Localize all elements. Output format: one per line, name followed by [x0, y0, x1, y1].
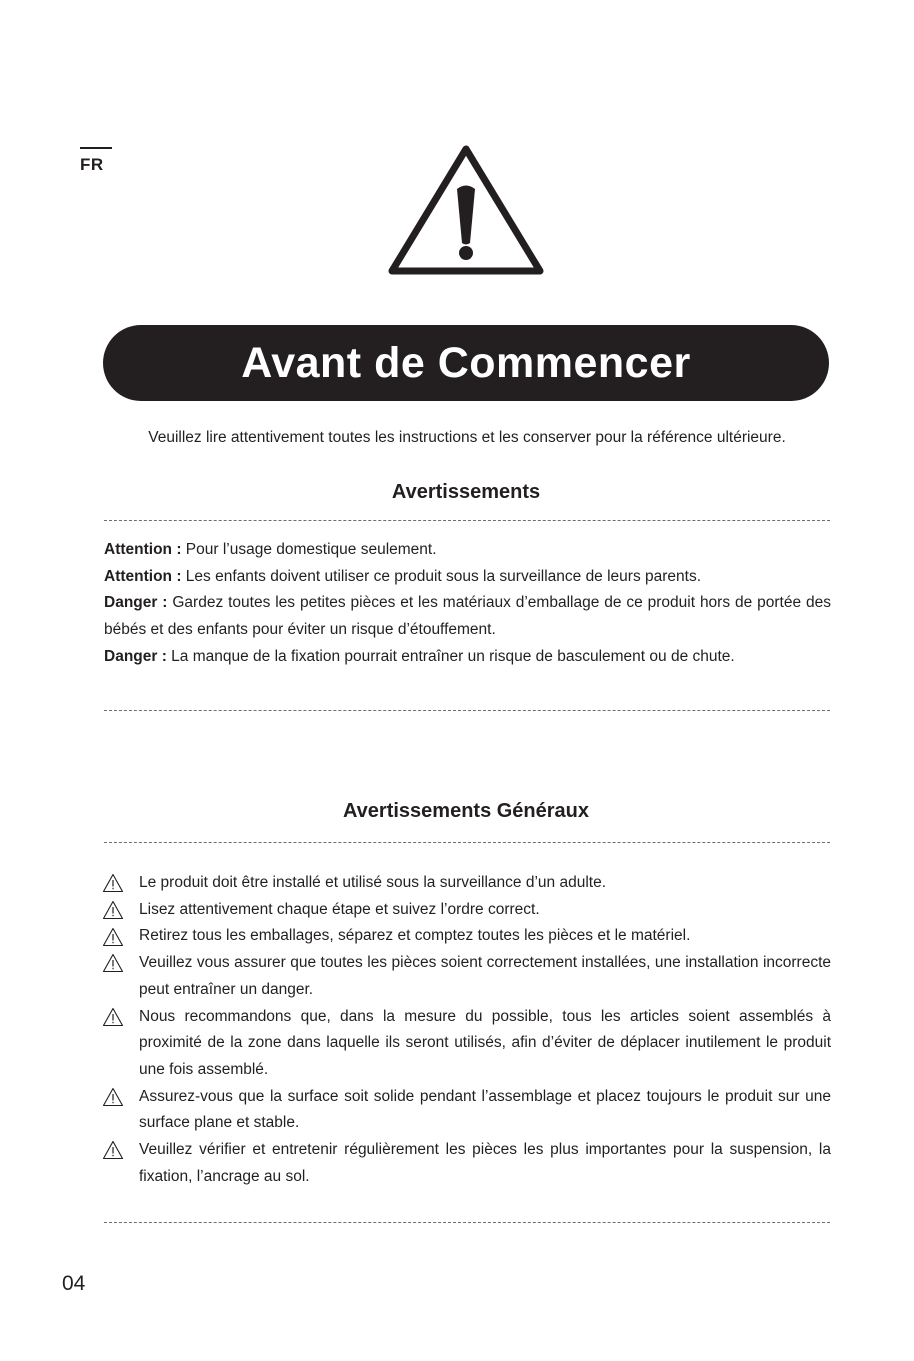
general-warning-item [102, 923, 831, 950]
warning-triangle-icon [388, 145, 544, 275]
general-warning-item [102, 950, 831, 1003]
intro-text: Veuillez lire attentivement toutes les instructions et les conserver pour la référence ultérieure. [148, 429, 786, 446]
warning-icon [102, 897, 139, 924]
general-warning-item [102, 1084, 831, 1137]
warning-item [104, 564, 831, 591]
warning-text: Gardez toutes les petites pièces et les matériaux d’emballage de ce produit hors de portée des bébés et des enfants pour éviter un risque d’étouffement. [104, 594, 831, 639]
warning-icon [102, 950, 139, 977]
language-tag: FR [80, 147, 112, 175]
divider [104, 520, 830, 521]
warning-icon [102, 923, 139, 950]
general-warning-text: Veuillez vous assurer que toutes les pièces soient correctement installées, une installation incorrecte peut entraîner un danger. [139, 954, 831, 998]
warning-icon [102, 870, 139, 897]
general-warning-item [102, 1004, 831, 1084]
warning-icon [102, 1004, 139, 1031]
warning-text: Les enfants doivent utiliser ce produit sous la surveillance de leurs parents. [181, 567, 702, 585]
general-warning-text: Veuillez vérifier et entretenir régulièrement les pièces les plus importantes pour la suspension, la fixation, l’ancrage au sol. [139, 1141, 831, 1185]
general-warning-item [102, 1137, 831, 1190]
page-title: Avant de Commencer [241, 338, 691, 387]
warning-item [104, 644, 831, 671]
general-warning-text: Le produit doit être installé et utilisé sous la surveillance d’un adulte. [139, 874, 606, 891]
warning-label: Attention : [104, 541, 182, 558]
warning-item [104, 537, 831, 564]
warnings-heading: Avertissements [391, 481, 541, 503]
warning-icon [102, 1137, 139, 1164]
general-warning-item [102, 897, 831, 924]
general-warnings-heading: Avertissements Généraux [342, 800, 590, 822]
warning-text: La manque de la fixation pourrait entraîner un risque de basculement ou de chute. [166, 647, 735, 665]
general-warning-item [102, 870, 831, 897]
warning-label: Danger : [104, 647, 167, 665]
warnings-list [104, 537, 831, 671]
general-warning-text: Nous recommandons que, dans la mesure du possible, tous les articles soient assemblés à proximité de la zone dans laquelle ils seront utilisés, afin d’éviter de déplacer inutilement le produit une fois assemblé. [139, 1007, 831, 1078]
warning-icon [102, 1084, 139, 1111]
divider [104, 710, 830, 711]
divider [104, 842, 830, 843]
general-warning-text: Retirez tous les emballages, séparez et comptez toutes les pièces et le matériel. [139, 927, 691, 945]
general-warning-text: Lisez attentivement chaque étape et suivez l’ordre correct. [139, 900, 540, 918]
warning-label: Danger : [104, 594, 168, 612]
page-number: 04 [62, 1272, 86, 1295]
warning-label: Attention : [104, 567, 182, 585]
warning-item [104, 590, 831, 643]
general-warnings-list [102, 870, 831, 1190]
divider [104, 1222, 830, 1223]
general-warning-text: Assurez-vous que la surface soit solide pendant l’assemblage et placez toujours le produit sur une surface plane et stable. [139, 1087, 831, 1132]
warning-text: Pour l’usage domestique seulement. [181, 541, 437, 558]
title-banner [103, 325, 829, 401]
